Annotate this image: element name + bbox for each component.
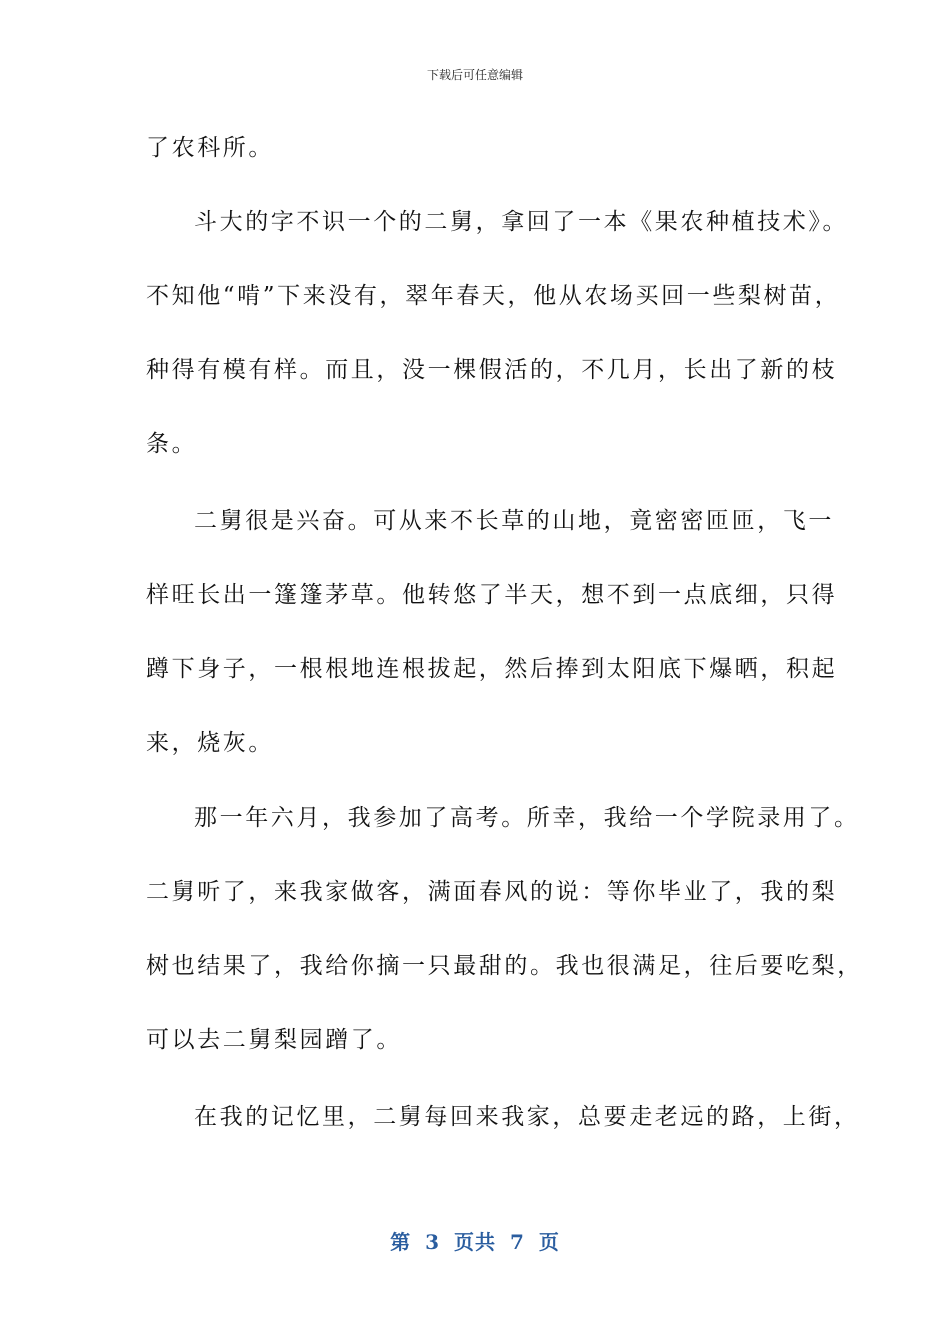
body-line: 来，烧灰。 xyxy=(146,730,274,756)
body-line: 不知他“啃”下来没有，翠年春天，他从农场买回一些梨树苗， xyxy=(146,283,841,309)
body-line: 树也结果了，我给你摘一只最甜的。我也很满足，往后要吃梨， xyxy=(146,953,863,979)
paragraph-start-line: 在我的记忆里，二舅每回来我家，总要走老远的路，上街， xyxy=(194,1104,860,1130)
page-header: 下载后可任意编辑 xyxy=(426,68,523,82)
body-line: 二舅听了，来我家做客，满面春风的说：等你毕业了，我的梨 xyxy=(146,879,838,905)
body-line: 条。 xyxy=(146,431,198,457)
page-number-footer: 第 3 页共 7 页 xyxy=(390,1230,560,1254)
body-line: 蹲下身子，一根根地连根拔起，然后捧到太阳底下爆晒，积起 xyxy=(146,656,838,682)
paragraph-start-line: 那一年六月，我参加了高考。所幸，我给一个学院录用了。 xyxy=(194,805,860,831)
body-line: 种得有模有样。而且，没一棵假活的，不几月，长出了新的枝 xyxy=(146,357,838,383)
paragraph-start-line: 二舅很是兴奋。可从来不长草的山地，竟密密匝匝，飞一 xyxy=(194,508,834,534)
paragraph-start-line: 斗大的字不识一个的二舅，拿回了一本《果农种植技术》。 xyxy=(194,209,849,235)
body-line: 了农科所。 xyxy=(146,135,274,161)
body-line: 可以去二舅梨园蹭了。 xyxy=(146,1027,402,1053)
body-line: 样旺长出一篷篷茅草。他转悠了半天，想不到一点底细，只得 xyxy=(146,582,838,608)
